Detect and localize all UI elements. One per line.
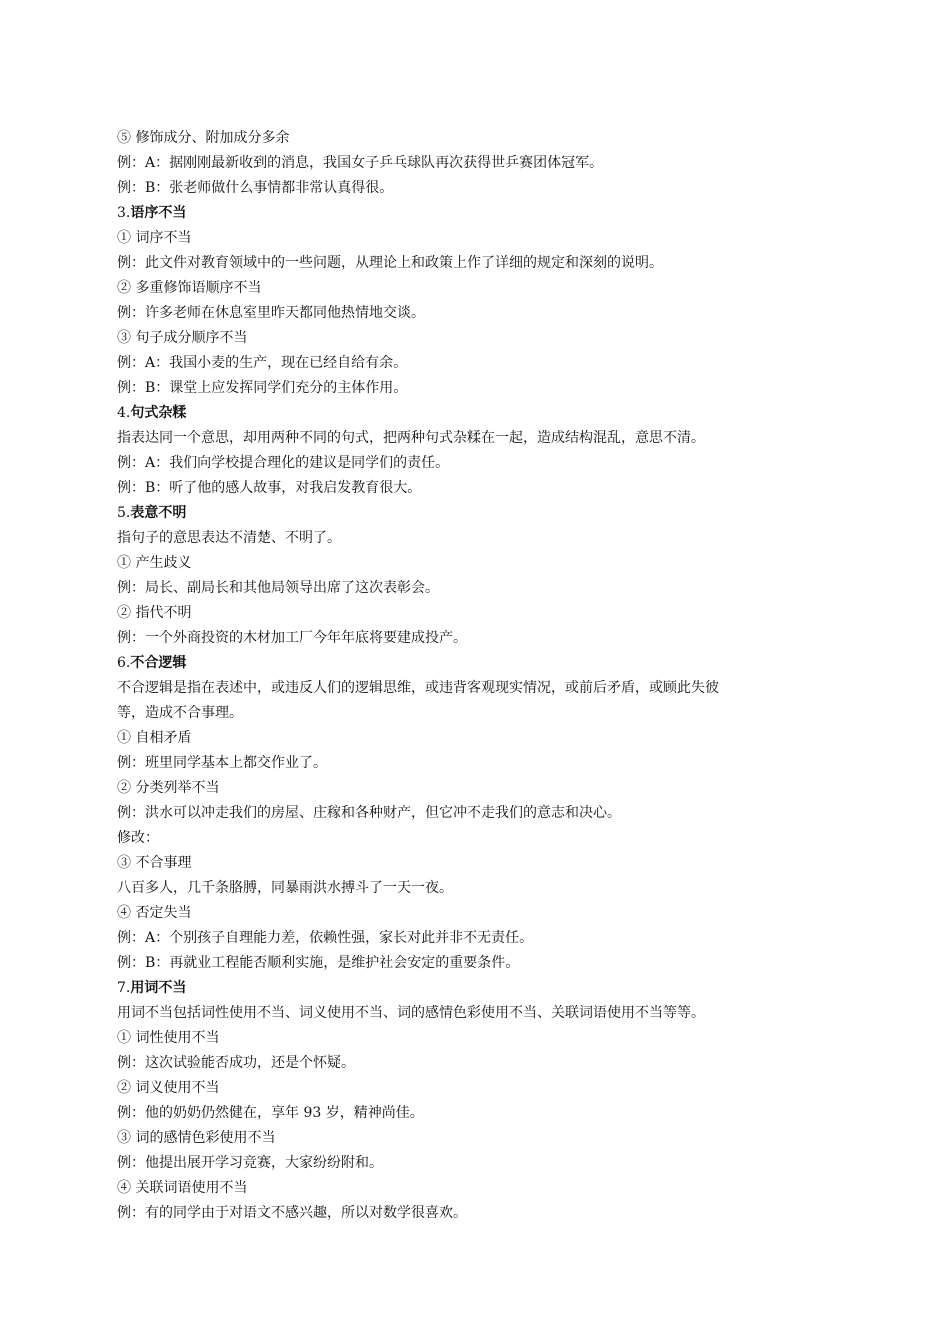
- text-line: 例：此文件对教育领域中的一些问题，从理论上和政策上作了详细的规定和深刻的说明。: [117, 255, 663, 271]
- text-line: ③ 句子成分顺序不当: [117, 330, 248, 346]
- text-line: 不合逻辑是指在表述中，或违反人们的逻辑思维，或违背客观现实情况，或前后矛盾，或顾此失彼: [117, 680, 719, 696]
- text-line: ② 指代不明: [117, 605, 192, 621]
- section-heading: [117, 976, 842, 1001]
- section-number: 6.: [117, 655, 131, 671]
- text-line: ④ 关联词语使用不当: [117, 1180, 248, 1196]
- text-line: 例：B：张老师做什么事情都非常认真得很。: [117, 180, 394, 196]
- text-line: 例：A：据刚刚最新收到的消息，我国女子乒乓球队再次获得世乒赛团体冠军。: [117, 155, 604, 171]
- text-line: 例：B：再就业工程能否顺利实施，是维护社会安定的重要条件。: [117, 955, 520, 971]
- section-heading: [117, 401, 842, 426]
- text-line: 等，造成不合事理。: [117, 705, 243, 721]
- section-title: 用词不当: [130, 980, 187, 996]
- text-line: ① 词性使用不当: [117, 1030, 220, 1046]
- text-line: 指表达同一个意思，却用两种不同的句式，把两种句式杂糅在一起，造成结构混乱，意思不清。: [117, 430, 705, 446]
- text-line: ② 分类列举不当: [117, 780, 220, 796]
- text-line: 例：他提出展开学习竞赛，大家纷纷附和。: [117, 1155, 383, 1171]
- section-heading: [117, 501, 842, 526]
- text-line: ③ 词的感情色彩使用不当: [117, 1130, 276, 1146]
- text-line: 例：洪水可以冲走我们的房屋、庄稼和各种财产，但它冲不走我们的意志和决心。: [117, 805, 621, 821]
- text-line: 例：有的同学由于对语文不感兴趣，所以对数学很喜欢。: [117, 1205, 467, 1221]
- section-heading: [117, 651, 842, 676]
- text-line: ① 词序不当: [117, 230, 192, 246]
- text-line: 例：B：听了他的感人故事，对我启发教育很大。: [117, 480, 422, 496]
- section-number: 5.: [117, 505, 131, 521]
- text-line: ⑤ 修饰成分、附加成分多余: [117, 130, 290, 146]
- section-title: 不合逻辑: [130, 655, 187, 671]
- text-line: 指句子的意思表达不清楚、不明了。: [117, 530, 341, 546]
- text-line: 例：许多老师在休息室里昨天都同他热情地交谈。: [117, 305, 425, 321]
- text-line: ② 词义使用不当: [117, 1080, 220, 1096]
- text-line: ③ 不合事理: [117, 855, 192, 871]
- text-line: 例：B：课堂上应发挥同学们充分的主体作用。: [117, 380, 408, 396]
- text-line: 八百多人，几千条胳膊，同暴雨洪水搏斗了一天一夜。: [117, 880, 453, 896]
- text-line: ② 多重修饰语顺序不当: [117, 280, 262, 296]
- text-line: 例：局长、副局长和其他局领导出席了这次表彰会。: [117, 580, 439, 596]
- text-line: ① 自相矛盾: [117, 730, 192, 746]
- section-title: 表意不明: [130, 505, 187, 521]
- document-body: [117, 126, 842, 1226]
- text-line: 例：一个外商投资的木材加工厂今年年底将要建成投产。: [117, 630, 467, 646]
- text-line: 例：A：我们向学校提合理化的建议是同学们的责任。: [117, 455, 450, 471]
- text-line: 例：班里同学基本上都交作业了。: [117, 755, 327, 771]
- text-line: 例：他的奶奶仍然健在，享年 93 岁，精神尚佳。: [117, 1105, 424, 1121]
- section-title: 句式杂糅: [130, 405, 187, 421]
- section-heading: [117, 201, 842, 226]
- section-number: 7.: [117, 980, 131, 996]
- section-title: 语序不当: [130, 205, 187, 221]
- text-line: ④ 否定失当: [117, 905, 192, 921]
- text-line: 用词不当包括词性使用不当、词义使用不当、词的感情色彩使用不当、关联词语使用不当等等。: [117, 1005, 705, 1021]
- text-line: ① 产生歧义: [117, 555, 192, 571]
- section-number: 4.: [117, 405, 131, 421]
- text-line: 修改：: [117, 830, 159, 846]
- text-line: 例：这次试验能否成功，还是个怀疑。: [117, 1055, 355, 1071]
- text-line: 例：A：个别孩子自理能力差，依赖性强，家长对此并非不无责任。: [117, 930, 534, 946]
- section-number: 3.: [117, 205, 131, 221]
- text-line: 例：A：我国小麦的生产，现在已经自给有余。: [117, 355, 408, 371]
